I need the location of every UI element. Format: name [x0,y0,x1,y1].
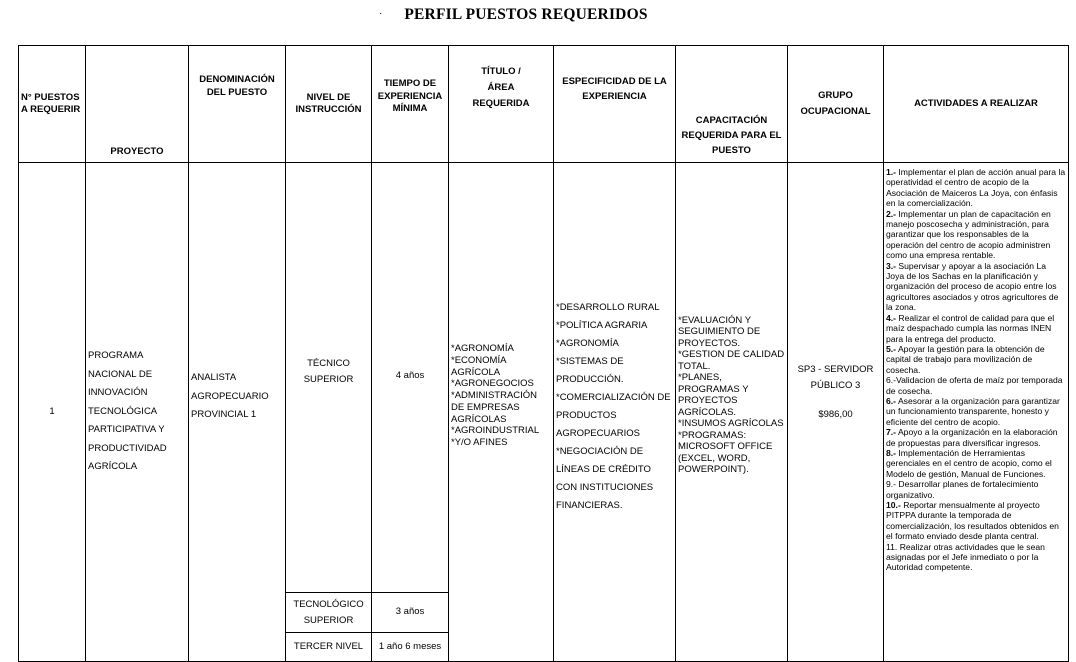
capacitacion-item: *GESTION DE CALIDAD TOTAL. [678,349,785,372]
titulo-item: *AGRONOMÍA [451,342,514,354]
especificidad-item: *AGRONOMÍA [556,338,619,349]
cell-nivel-2: TECNOLÓGICO SUPERIOR [286,593,372,633]
cell-denominacion: ANALISTA AGROPECUARIO PROVINCIAL 1 [189,163,286,662]
header-tiempo: TIEMPO DE EXPERIENCIA MÍNIMA [372,46,449,163]
especificidad-item: *NEGOCIACIÓN DE LÍNEAS DE CRÉDITO CON INSTITUCIONES FINANCIERAS. [556,446,654,511]
page-title: PERFIL PUESTOS REQUERIDOS [404,6,648,23]
titulo-item: *AGROINDUSTRIAL [451,425,540,437]
actividad-item: 10.- Reportar mensualmente al proyecto PITPPA durante la temporada de comercialización, los resultados obtenidos en el formato enviado desde planta central. [886,500,1059,542]
capacitacion-item: *EVALUACIÓN Y SEGUIMIENTO DE PROYECTOS. [678,314,761,349]
cell-capacitacion [676,163,788,662]
capacitacion-item: *PLANES, PROGRAMAS Y PROYECTOS AGRÍCOLAS. [678,372,749,418]
header-proyecto: PROYECTO [86,46,189,163]
header-titulo-line1: TÍTULO / [481,66,521,77]
cell-puestos: 1 [19,163,86,662]
actividad-item: 6.- Asesorar a la organización para garantizar un funcionamiento transparente, honesto y eficiente del centro de acopio. [886,395,1060,427]
titulo-item: *AGRONEGOCIOS [451,378,534,390]
header-grupo: GRUPO OCUPACIONAL [788,46,884,163]
data-row-1 [19,163,1069,593]
cell-tiempo-2: 3 años [372,593,449,633]
cell-grupo [788,163,884,662]
titulo-item: *ADMINISTRACIÓN DE EMPRESAS AGRÍCOLAS [451,390,538,425]
especificidad-item: *POLÍTICA AGRARIA [556,320,648,331]
cell-proyecto: PROGRAMA NACIONAL DE INNOVACIÓN TECNOLÓGICA PARTICIPATIVA Y PRODUCTIVIDAD AGRÍCOLA [86,163,189,662]
header-row [19,46,1069,163]
header-actividades: ACTIVIDADES A REALIZAR [884,46,1069,163]
profiles-table [18,45,1069,662]
actividad-item: 3.- Supervisar y apoyar a la asociación La Joya de los Sachas en la planificación y organización del proceso de acopio entre los agricultores asociados y otros agricultores de la zona. [886,260,1059,313]
actividad-item: 11. Realizar otras actividades que le sean asignadas por el Jefe inmediato o por la Autoridad competente. [886,541,1045,573]
cell-especificidad [554,163,676,662]
cell-tiempo-1: 4 años [372,163,449,593]
especificidad-item: *COMERCIALIZACIÓN DE PRODUCTOS AGROPECUARIOS [556,392,671,439]
actividad-item: 8.- Implementación de Herramientas gerenciales en el centro de acopio, como el Modelo de gestión, Manual de Funciones. [886,447,1052,479]
actividad-item: 9.- Desarrollar planes de fortalecimiento organizativo. [886,479,1039,500]
header-nivel: NIVEL DE INSTRUCCIÓN [286,46,372,163]
bullet-dot: · [379,8,383,19]
cell-tiempo-3: 1 año 6 meses [372,633,449,662]
cell-nivel-1: TÉCNICO SUPERIOR [286,163,372,593]
titulo-item: *ECONOMÍA AGRÍCOLA [451,354,506,378]
cell-nivel-3: TERCER NIVEL [286,633,372,662]
actividad-item: 1.- Implementar el plan de acción anual para la operatividad el centro de acopio de la Asociación de Maiceros La Joya, con énfasis en la comercialización. [886,167,1066,209]
header-capacitacion: CAPACITACIÓN REQUERIDA PARA EL PUESTO [676,46,788,163]
capacitacion-item: *INSUMOS AGRÍCOLAS [678,418,784,429]
actividad-item: 5.- Apoyar la gestión para la obtención de capital de trabajo para movilización de cosecha. [886,343,1045,375]
titulo-item: *Y/O AFINES [451,437,508,449]
actividad-item: 2.- Implementar un plan de capacitación en manejo poscosecha y administración, para garantizar que los responsables de la operación del centro de acopio administren como una empresa rentable. [886,208,1051,261]
salario: $986,00 [818,408,853,420]
actividad-item: 4.- Realizar el control de calidad para que el maíz despachado cumpla las normas INEN para la entrega del producto. [886,312,1055,344]
actividad-item: 7.- Apoyo a la organización en la elaboración de propuestas para diversificar ingresos. [886,427,1058,448]
header-titulo [449,46,554,163]
header-titulo-line3: REQUERIDA [472,98,530,109]
header-puestos: N° PUESTOS A REQUERIR [19,46,86,163]
header-titulo-line2: ÁREA [487,82,515,93]
especificidad-item: *DESARROLLO RURAL [556,302,660,313]
actividad-item: 6.-Validacion de oferta de maíz por temporada de cosecha. [886,375,1063,396]
especificidad-item: *SISTEMAS DE PRODUCCIÓN. [556,356,624,385]
header-denominacion: DENOMINACIÓN DEL PUESTO [189,46,286,163]
cell-titulos [449,163,554,662]
cell-actividades [884,163,1069,662]
capacitacion-item: *PROGRAMAS: MICROSOFT OFFICE (EXCEL, WORD, POWERPOINT). [678,429,773,475]
grupo-ocupacional: SP3 - SERVIDOR PÚBLICO 3 [797,363,874,391]
header-especificidad: ESPECIFICIDAD DE LA EXPERIENCIA [554,46,676,163]
